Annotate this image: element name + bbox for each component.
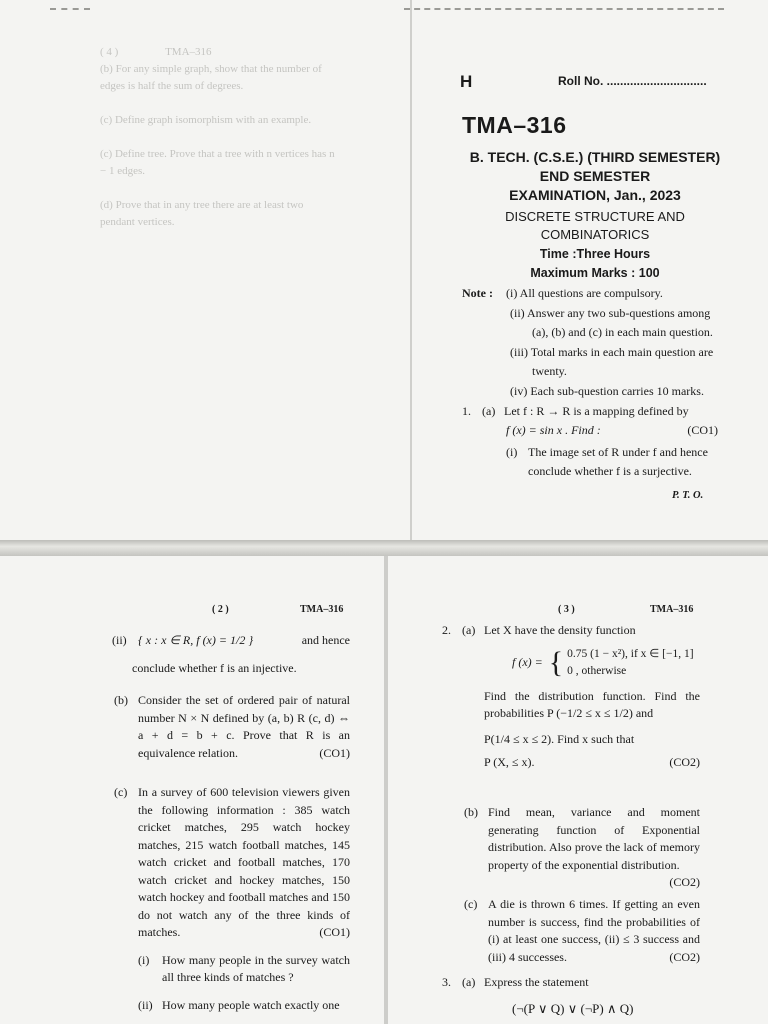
series-letter: H <box>460 72 473 91</box>
paper-code: TMA–316 <box>462 112 567 138</box>
question-number: 1. <box>462 404 471 418</box>
density-function-label: f (x) = <box>512 654 543 669</box>
subquestion-label: (c) <box>114 785 128 799</box>
piecewise-case: 0 , otherwise <box>567 664 627 677</box>
page-code: TMA–316 <box>650 604 694 615</box>
exam-title-line2: EXAMINATION, Jan., 2023 <box>509 187 681 203</box>
subquestion-label: (b) <box>114 693 128 707</box>
question-1a-ii: (ii) { x : x ∈ R, f (x) = 1/2 } and hence conclude whether f is an injective. <box>112 632 350 677</box>
item-label: (ii) <box>138 997 153 1012</box>
note-item: (iv) Each sub-question carries 10 marks. <box>510 383 704 398</box>
item-label: (ii) <box>112 633 127 647</box>
scan-artifact <box>50 8 90 16</box>
page-fold <box>410 0 412 540</box>
max-marks-line: Maximum Marks : 100 <box>530 266 660 280</box>
course-outcome: (CO2) <box>669 755 700 769</box>
piecewise-case: 0.75 (1 − x²), if x ∈ [−1, 1] <box>567 647 694 660</box>
instructions-note <box>462 284 722 401</box>
course-outcome: (CO1) <box>319 745 350 760</box>
brace-glyph: { <box>548 645 564 679</box>
course-outcome: (CO1) <box>319 925 350 939</box>
item-text: conclude whether f is an injective. <box>132 660 297 675</box>
question-text: P(1/4 ≤ x ≤ 2). Find x such that <box>484 731 635 746</box>
exam-title-line1: END SEMESTER <box>539 168 651 184</box>
function-definition: f (x) = sin x . Find : <box>506 423 601 437</box>
note-label: Note : <box>462 286 493 300</box>
subquestion-label: (a) <box>482 404 496 418</box>
note-item: (iii) Total marks in each main question are twenty. <box>510 344 714 378</box>
time-line: Time :Three Hours <box>539 247 651 261</box>
question-number: 3. <box>442 975 451 989</box>
question-text: Find the distribution function. Find the probabilities P (−1/2 ≤ x ≤ 1/2) and <box>484 688 700 720</box>
scan-artifact <box>404 8 724 16</box>
course-outcome: (CO2) <box>669 949 700 964</box>
set-expression: { x : x ∈ R, f (x) = 1/2 } <box>138 633 254 647</box>
question-text: Consider the set of ordered pair of natural number N × N defined by (a, b) R (c, d) ⇔ a + d = b + c. Prove that R is an equivalence relation. <box>138 693 350 760</box>
question-text: Let X have the density function <box>484 623 636 637</box>
question-2b <box>464 804 700 902</box>
item-label: (i) <box>138 952 150 967</box>
question-text: In a survey of 600 television viewers given the following information : 385 watch cricket matches, 295 watch hockey matches, 215 watch football matches, 145 watch cricket and football matches, 170 watch cricket and hockey matches, 150 watch hockey and football matches and 150 do not watch any of the three kinds of matches. <box>138 785 350 939</box>
roll-number-field: Roll No. .............................. <box>558 74 707 88</box>
item-text: How many people watch exactly one <box>162 997 340 1012</box>
subject-line1: DISCRETE STRUCTURE AND <box>505 209 685 224</box>
question-text: Let f : R → R is a mapping defined by <box>504 404 689 418</box>
subquestion-label: (a) <box>462 623 476 637</box>
item-text: How many people in the survey watch all three kinds of matches ? <box>162 952 350 984</box>
item-text: The image set of R under f and hence conclude whether f is a surjective. <box>528 445 708 478</box>
item-label: (i) <box>506 445 518 459</box>
question-text: A die is thrown 6 times. If getting an even number is success, find the probabilities of (i) at least one success, (ii) ≤ 3 success and (iii) 4 successes. <box>488 897 700 964</box>
question-1b <box>114 692 350 772</box>
question-text: P (X, ≤ x). <box>484 755 535 769</box>
question-1a <box>462 402 718 481</box>
logic-expression: (¬(P ∨ Q) ∨ (¬P) ∧ Q) <box>512 1000 634 1016</box>
question-text: Express the statement <box>484 975 589 989</box>
please-turn-over: P. T. O. <box>672 490 704 501</box>
page-number: ( 2 ) <box>212 604 229 615</box>
page-seam <box>0 540 768 556</box>
question-2c <box>464 896 700 976</box>
page-code: TMA–316 <box>300 604 344 615</box>
question-2a <box>442 622 700 772</box>
note-item: (i) All questions are compulsory. <box>506 286 663 300</box>
question-text: Find mean, variance and moment generating function of Exponential distribution. Also prove the lack of memory property of the exponential distribution. <box>488 805 700 872</box>
question-3a <box>442 974 700 1017</box>
subject-line2: COMBINATORICS <box>540 227 650 242</box>
subquestion-label: (a) <box>462 975 476 989</box>
question-1c <box>114 784 350 1024</box>
page-number: ( 3 ) <box>558 604 575 615</box>
bleed-through-text: ( 4 ) TMA–316 (b) For any simple graph, show that the number of edges is half the sum of degrees. (c) Define graph isomorphism with an example. (c) Define tree. Prove that a tree with n vertices has n − 1 edges. (d) Prove that in any tree there are at least two pendant vertices. <box>100 46 335 228</box>
course-outcome: (CO2) <box>669 875 700 889</box>
course-outcome: (CO1) <box>687 423 718 437</box>
subquestion-label: (b) <box>464 805 478 819</box>
note-item: (ii) Answer any two sub-questions among (a), (b) and (c) in each main question. <box>510 305 713 339</box>
question-number: 2. <box>442 623 451 637</box>
degree-title: B. TECH. (C.S.E.) (THIRD SEMESTER) <box>469 149 721 165</box>
subquestion-label: (c) <box>464 897 478 911</box>
